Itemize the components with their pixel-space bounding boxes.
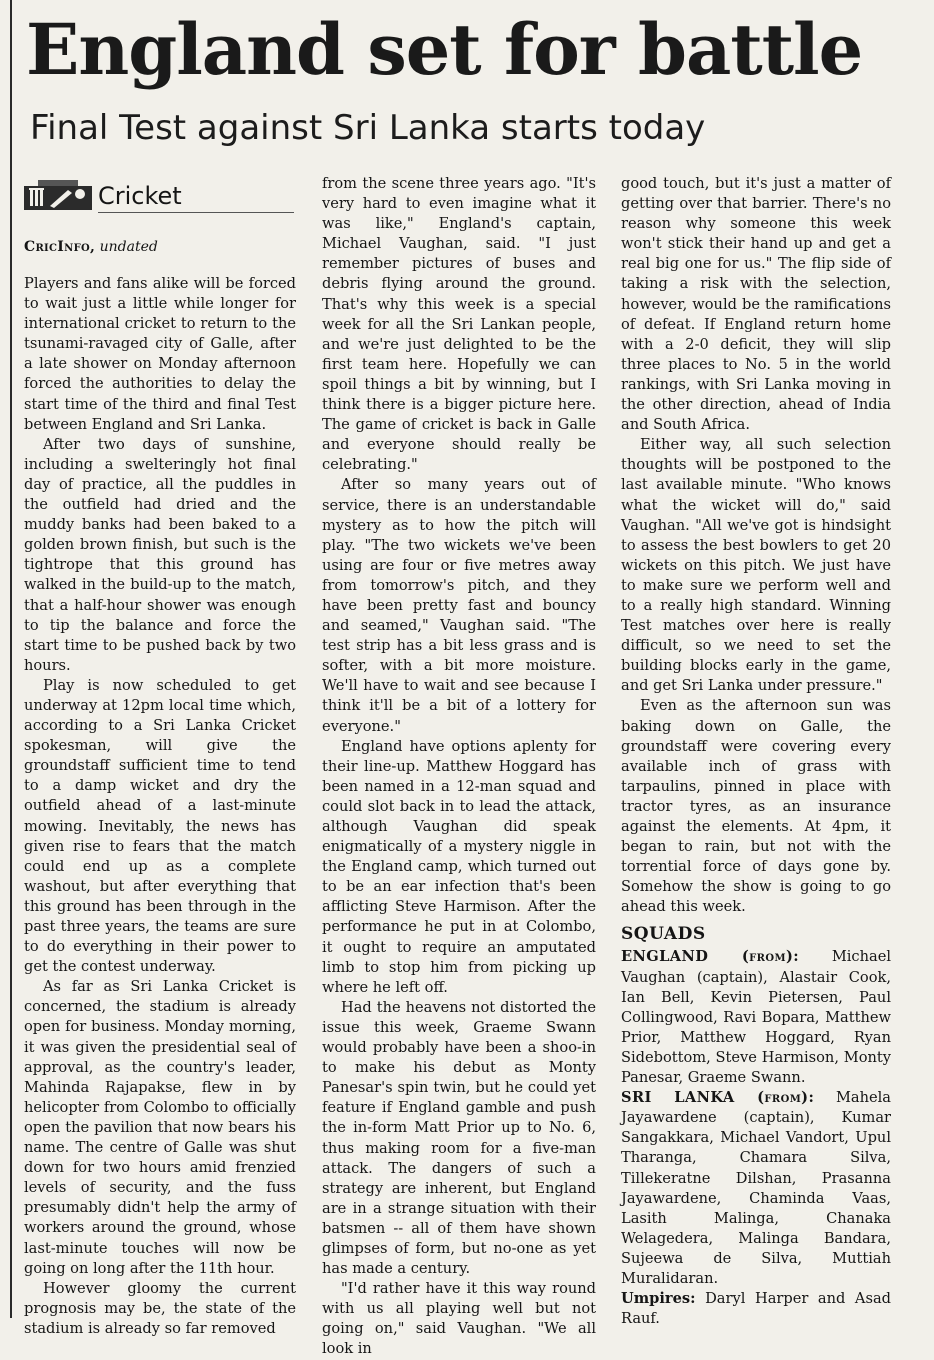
squad-players: Mahela Jayawardene (captain), Kumar Sangakkara, Michael Vandort, Upul Tharanga, Chamara Silva, Tillekeratne Dilshan, Prasanna Jayawardene, Chaminda Vaas, Lasith Malinga, Chanaka Welagedera, Malinga Bandara, Sujeewa de Silva, Muttiah Muralidaran.: [621, 1089, 892, 1287]
article-column-2: [322, 174, 596, 1360]
paragraph: Even as the afternoon sun was baking down on Galle, the groundstaff were covering every available inch of grass with tarpaulins, pinned in place with tractor tyres, as an insurance against the elements. At 4pm, it began to rain, but not with the torrential force of days gone by. Somehow the show is going to go ahead this week.: [621, 697, 891, 916]
squads-heading: SQUADS: [621, 924, 706, 945]
umpires: [621, 1289, 891, 1329]
article-column-1: [24, 274, 296, 1339]
section-rule: [98, 212, 294, 213]
squad-team-label: ENGLAND (from):: [621, 948, 800, 966]
article-column-3: [621, 174, 891, 1329]
byline: [24, 238, 296, 256]
subheadline: Final Test against Sri Lanka starts today: [30, 108, 706, 148]
umpires-label: Umpires:: [621, 1290, 696, 1308]
paragraph: However gloomy the current prognosis may be, the state of the stadium is already so far removed: [24, 1279, 296, 1337]
paragraph: After so many years out of service, there is an understandable mystery as to how the pitch will play. "The two wickets we've been using are four or five metres away from tomorrow's pitch, and they have been pretty fast and bouncy and seamed," Vaughan said. "The test strip has a bit less grass and is softer, with a bit more moisture. We'll have to wait and see because I think it'll be a bit of a lottery for everyone.": [322, 476, 596, 735]
paragraph: Play is now scheduled to get underway at 12pm local time which, according to a Sri Lanka Cricket spokesman, will give the groundstaff sufficient time to tend to a damp wicket and dry the outfield ahead of a last-minute mowing. Inevitably, the news has given rise to fears that the match could end up as a complete washout, but after everything that this ground has been through in the past three years, the teams are sure to do everything in their power to get the contest underway.: [24, 676, 296, 976]
headline: England set for battle: [26, 8, 863, 91]
paragraph: England have options aplenty for their line-up. Matthew Hoggard has been named in a 12-man squad and could slot back in to lead the attack, although Vaughan did speak enigmatically of a mystery niggle in the England camp, which turned out to be an ear infection that's been afflicting Steve Harmison. After the performance he put in at Colombo, it ought to require an amputated limb to stop him from picking up where he left off.: [322, 737, 596, 996]
paragraph: from the scene three years ago. "It's very hard to even imagine what it was like," England's captain, Michael Vaughan, said. "I just remember pictures of buses and debris flying around the ground. That's why this week is a special week for all the Sri Lankan people, and we're just delighted to be the first team here. Hopefully we can spoil things a bit by winning, but I think there is a bigger picture here. The game of cricket is back in Galle and everyone should really be celebrating.": [322, 175, 596, 474]
paragraph: "I'd rather have it this way round with us all playing well but not going on," said Vaughan. "We all look in: [322, 1280, 596, 1358]
paragraph: After two days of sunshine, including a swelteringly hot final day of practice, all the puddles in the outfield had dried and the muddy banks had been baked to a golden brown finish, but such is the tightrope that this ground has walked in the build-up to the match, that a half-hour shower was enough to tip the balance and force the start time to be pushed back by two hours.: [24, 435, 296, 674]
squad-england: [621, 947, 891, 1088]
paragraph: Players and fans alike will be forced to wait just a little while longer for international cricket to return to the tsunami-ravaged city of Galle, after a late shower on Monday afternoon forced the authorities to delay the start time of the third and final Test between England and Sri Lanka.: [24, 275, 296, 433]
byline-source: CricInfo,: [24, 239, 96, 255]
umpires-names: Daryl Harper and Asad Rauf.: [621, 1290, 892, 1328]
paragraph: Had the heavens not distorted the issue this week, Graeme Swann would probably have been a shoo-in to make his debut as Monty Panesar's spin twin, but he could yet feature if England gamble and push the in-form Matt Prior up to No. 6, thus making room for a five-man attack. The dangers of such a strategy are inherent, but England are in a strange situation with their batsmen -- all of them have shown glimpses of form, but no-one as yet has made a century.: [322, 998, 596, 1278]
paragraph: As far as Sri Lanka Cricket is concerned, the stadium is already open for business. Monday morning, it was given the presidential seal of approval, as the country's leader, Mahinda Rajapakse, flew in by helicopter from Colombo to officially open the pavilion that now bears his name. The centre of Galle was shut down for two hours amid frenzied levels of security, and the fuss presumably didn't help the army of workers around the ground, whose last-minute touches will now be going on long after the 11th hour.: [24, 978, 296, 1277]
cricket-logo-icon: [24, 180, 92, 212]
byline-date: undated: [99, 239, 158, 255]
paragraph: good touch, but it's just a matter of getting over that barrier. There's no reason why someone this week won't stick their hand up and get a real big one for us." The flip side of taking a risk with the selection, however, would be the ramifications of defeat. If England return home with a 2-0 deficit, they will slip three places to No. 5 in the world rankings, with Sri Lanka moving in the other direction, ahead of India and South Africa.: [621, 175, 891, 434]
column-rule: [10, 0, 12, 1318]
squad-srilanka: [621, 1088, 891, 1289]
section-label: Cricket: [98, 182, 182, 210]
squad-players: Michael Vaughan (captain), Alastair Cook, Ian Bell, Kevin Pietersen, Paul Collingwood, Ravi Bopara, Matthew Prior, Matthew Hoggard, Ryan Sidebottom, Steve Harmison, Monty Panesar, Graeme Swann.: [621, 948, 891, 1087]
section-header: [24, 178, 296, 214]
paragraph: Either way, all such selection thoughts will be postponed to the last available minute. "Who knows what the wicket will do," said Vaughan. "All we've got is hindsight to assess the best bowlers to get 20 wickets on this pitch. We just have to make sure we perform well and to a really high standard. Winning Test matches over here is really difficult, so we need to set the building blocks early in the game, and get Sri Lanka under pressure.": [621, 436, 891, 695]
squad-team-label: SRI LANKA (from):: [621, 1089, 815, 1107]
